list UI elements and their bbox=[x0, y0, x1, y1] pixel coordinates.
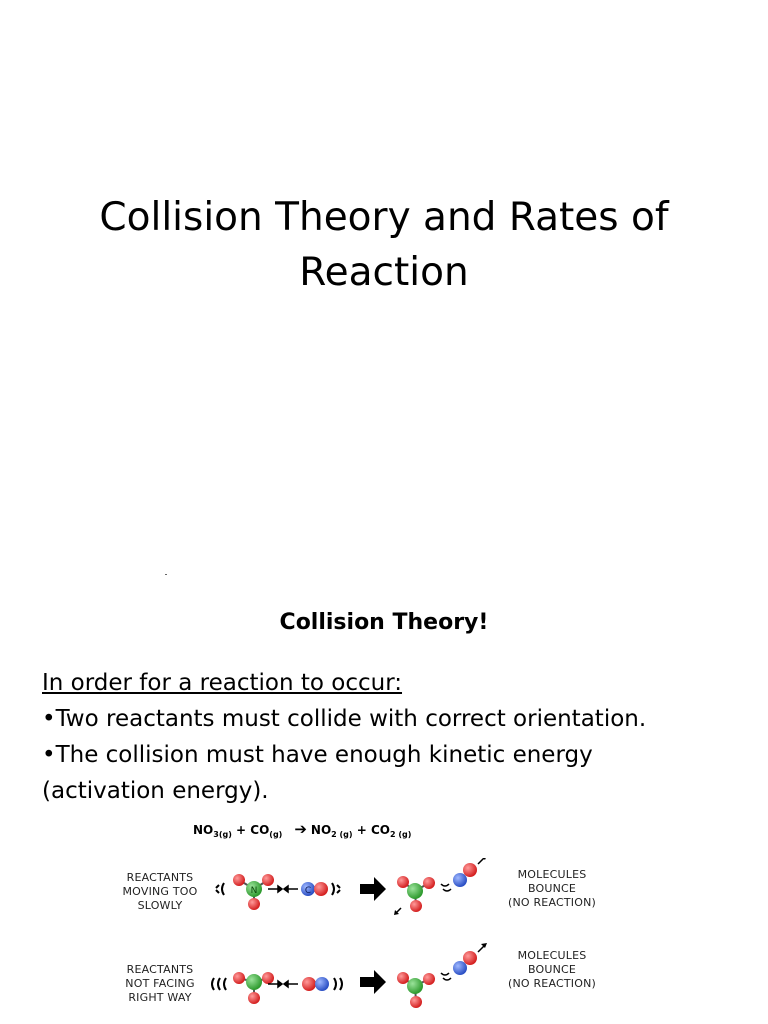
slide-heading: Collision Theory! bbox=[279, 610, 489, 635]
stray-dot bbox=[165, 574, 167, 575]
motion-lines-icon bbox=[216, 883, 224, 895]
reaction-equation bbox=[193, 820, 411, 839]
row1-left-label-line: MOVING TOO bbox=[122, 885, 198, 898]
slide-title-line-1: Collision Theory and Rates of bbox=[99, 195, 669, 240]
row2-left-label-line: REACTANTS bbox=[126, 963, 194, 976]
row1-right-label-line: (NO REACTION) bbox=[507, 896, 597, 909]
motion-lines-icon bbox=[212, 978, 226, 990]
motion-lines-icon bbox=[332, 883, 340, 895]
no3-molecule-icon bbox=[233, 972, 274, 1004]
intro-text: In order for a reaction to occur: bbox=[42, 670, 403, 696]
approach-arrows-icon bbox=[268, 886, 298, 892]
content-slide bbox=[0, 576, 768, 1024]
reaction-step-arrow-icon bbox=[360, 877, 386, 901]
slide-title bbox=[60, 190, 708, 300]
collision-diagram bbox=[108, 858, 628, 1024]
eq-product-1: NO bbox=[310, 823, 332, 837]
eq-reactant-1-sub: 3(g) bbox=[213, 830, 232, 839]
reaction-arrow-icon: ➔ bbox=[294, 820, 307, 838]
co-molecule-bounced-icon bbox=[441, 943, 487, 980]
row2-right-label-line: BOUNCE bbox=[527, 963, 577, 976]
row1-left-label-line: REACTANTS bbox=[126, 871, 194, 884]
no3-molecule-bounced-icon bbox=[397, 972, 435, 1008]
bullet-orientation: •Two reactants must collide with correct orientation. bbox=[42, 706, 647, 732]
bullet-energy-continued: (activation energy). bbox=[42, 778, 269, 804]
eq-product-2-sub: 2 (g) bbox=[389, 830, 412, 839]
carbon-atom-label: C bbox=[304, 886, 312, 896]
co-molecule-icon bbox=[302, 977, 329, 991]
motion-lines-icon bbox=[334, 978, 342, 990]
reaction-step-arrow-icon bbox=[360, 970, 386, 994]
eq-plus-2: + CO bbox=[352, 823, 390, 837]
eq-reactant-1: NO bbox=[193, 823, 214, 837]
row1-left-label-line: SLOWLY bbox=[137, 899, 183, 912]
bullet-energy: •The collision must have enough kinetic energy bbox=[42, 742, 593, 768]
no3-molecule-bounced-icon bbox=[394, 876, 435, 915]
row1-right-label-line: BOUNCE bbox=[527, 882, 577, 895]
no3-molecule-icon bbox=[233, 874, 274, 910]
row2-left-label-line: RIGHT WAY bbox=[128, 991, 192, 1004]
slide-title-line-2: Reaction bbox=[299, 250, 469, 295]
eq-product-1-sub: 2 (g) bbox=[331, 830, 353, 839]
co-molecule-bounced-icon bbox=[441, 858, 487, 891]
eq-reactant-2-sub: (g) bbox=[269, 830, 283, 839]
molecule-illustration bbox=[108, 858, 628, 1024]
row1-right-label-line: MOLECULES bbox=[517, 868, 587, 881]
nitrogen-atom-label: N bbox=[250, 886, 258, 896]
row2-right-label-line: MOLECULES bbox=[517, 949, 587, 962]
eq-plus-1: + CO bbox=[231, 823, 270, 837]
co-molecule-icon bbox=[301, 882, 328, 896]
row2-right-label-line: (NO REACTION) bbox=[507, 977, 597, 990]
row2-left-label-line: NOT FACING bbox=[125, 977, 195, 990]
